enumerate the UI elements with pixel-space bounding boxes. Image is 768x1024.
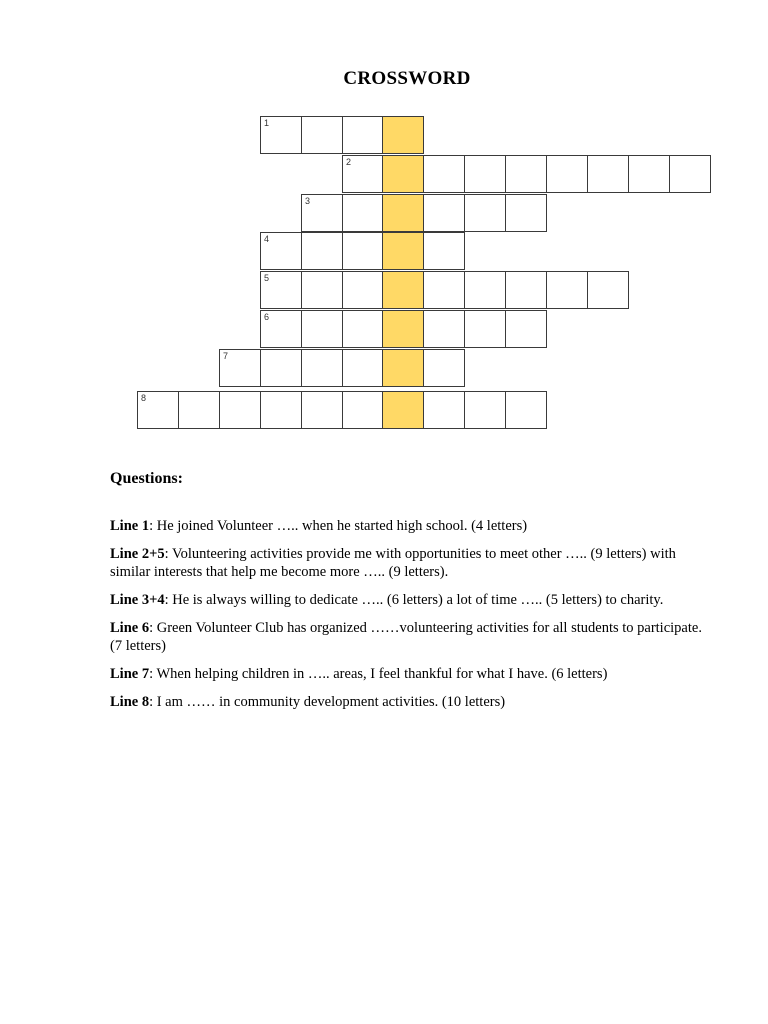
crossword-cell — [423, 349, 465, 387]
keyword-cell — [382, 194, 424, 232]
crossword-cell — [260, 271, 302, 309]
crossword-cell — [587, 155, 629, 193]
page-title: CROSSWORD — [343, 68, 471, 89]
crossword-cell — [464, 194, 506, 232]
clue-number: 7 — [223, 351, 229, 361]
crossword-cell — [342, 194, 383, 232]
crossword-cell — [423, 271, 465, 309]
crossword-cell — [505, 391, 547, 429]
clue-text: : He is always willing to dedicate ….. (6 letters) a lot of time ….. (5 letters) to charity. — [164, 592, 664, 608]
crossword-cell — [301, 271, 343, 309]
crossword-cell — [342, 116, 383, 154]
crossword-cell — [423, 194, 465, 232]
clue-number: 2 — [346, 157, 352, 167]
clue-line-2-5 — [110, 545, 710, 581]
crossword-cell — [464, 310, 506, 348]
crossword-cell — [464, 155, 506, 193]
crossword-cell — [260, 391, 302, 429]
crossword-cell — [260, 310, 302, 348]
crossword-cell — [342, 232, 383, 270]
crossword-cell — [219, 391, 261, 429]
keyword-cell — [382, 116, 424, 154]
crossword-grid — [0, 0, 768, 440]
crossword-cell — [301, 116, 343, 154]
crossword-cell — [219, 349, 261, 387]
crossword-cell — [260, 232, 302, 270]
crossword-cell — [505, 271, 547, 309]
crossword-cell — [301, 391, 343, 429]
crossword-cell — [423, 155, 465, 193]
clue-label: Line 1 — [110, 518, 150, 534]
crossword-cell — [505, 194, 547, 232]
questions-heading: Questions: — [110, 470, 183, 487]
clue-label: Line 6 — [110, 620, 150, 636]
crossword-cell — [342, 310, 383, 348]
crossword-cell — [546, 271, 588, 309]
keyword-cell — [382, 391, 424, 429]
crossword-cell — [423, 391, 465, 429]
crossword-cell — [505, 155, 547, 193]
keyword-cell — [382, 271, 424, 309]
clue-text: : Volunteering activities provide me with opportunities to meet other ….. (9 letters) with similar interests that help me become more ….. (9 letters). — [110, 546, 676, 580]
crossword-cell — [301, 349, 343, 387]
crossword-cell — [423, 310, 465, 348]
clue-text: : When helping children in ….. areas, I feel thankful for what I have. (6 letters) — [149, 666, 608, 682]
crossword-cell — [301, 194, 343, 232]
clue-list — [110, 517, 710, 721]
crossword-cell — [342, 391, 383, 429]
crossword-cell — [178, 391, 220, 429]
clue-number: 8 — [141, 393, 147, 403]
clue-number: 4 — [264, 234, 270, 244]
clue-label: Line 7 — [110, 666, 150, 682]
keyword-cell — [382, 349, 424, 387]
crossword-cell — [628, 155, 670, 193]
crossword-cell — [464, 391, 506, 429]
crossword-cell — [342, 155, 383, 193]
clue-number: 1 — [264, 118, 270, 128]
clue-label: Line 8 — [110, 694, 150, 710]
clue-text: : Green Volunteer Club has organized ……volunteering activities for all students to participate. (7 letters) — [110, 620, 702, 654]
keyword-cell — [382, 155, 424, 193]
crossword-cell — [587, 271, 629, 309]
clue-label: Line 3+4 — [110, 592, 165, 608]
clue-number: 3 — [305, 196, 311, 206]
clue-number: 5 — [264, 273, 270, 283]
crossword-cell — [301, 310, 343, 348]
clue-line-3-4 — [110, 591, 710, 609]
clue-label: Line 2+5 — [110, 546, 165, 562]
crossword-cell — [464, 271, 506, 309]
crossword-cell — [301, 232, 343, 270]
keyword-cell — [382, 232, 424, 270]
clue-text: : I am …… in community development activities. (10 letters) — [149, 694, 506, 710]
crossword-cell — [260, 116, 302, 154]
clue-line-6 — [110, 619, 710, 655]
clue-line-1 — [110, 517, 710, 535]
crossword-cell — [137, 391, 179, 429]
crossword-cell — [546, 155, 588, 193]
crossword-cell — [669, 155, 711, 193]
crossword-cell — [505, 310, 547, 348]
clue-line-7 — [110, 665, 710, 683]
crossword-cell — [342, 349, 383, 387]
crossword-cell — [423, 232, 465, 270]
clue-line-8 — [110, 693, 710, 711]
crossword-cell — [342, 271, 383, 309]
clue-text: : He joined Volunteer ….. when he started high school. (4 letters) — [149, 518, 528, 534]
keyword-cell — [382, 310, 424, 348]
crossword-cell — [260, 349, 302, 387]
clue-number: 6 — [264, 312, 270, 322]
